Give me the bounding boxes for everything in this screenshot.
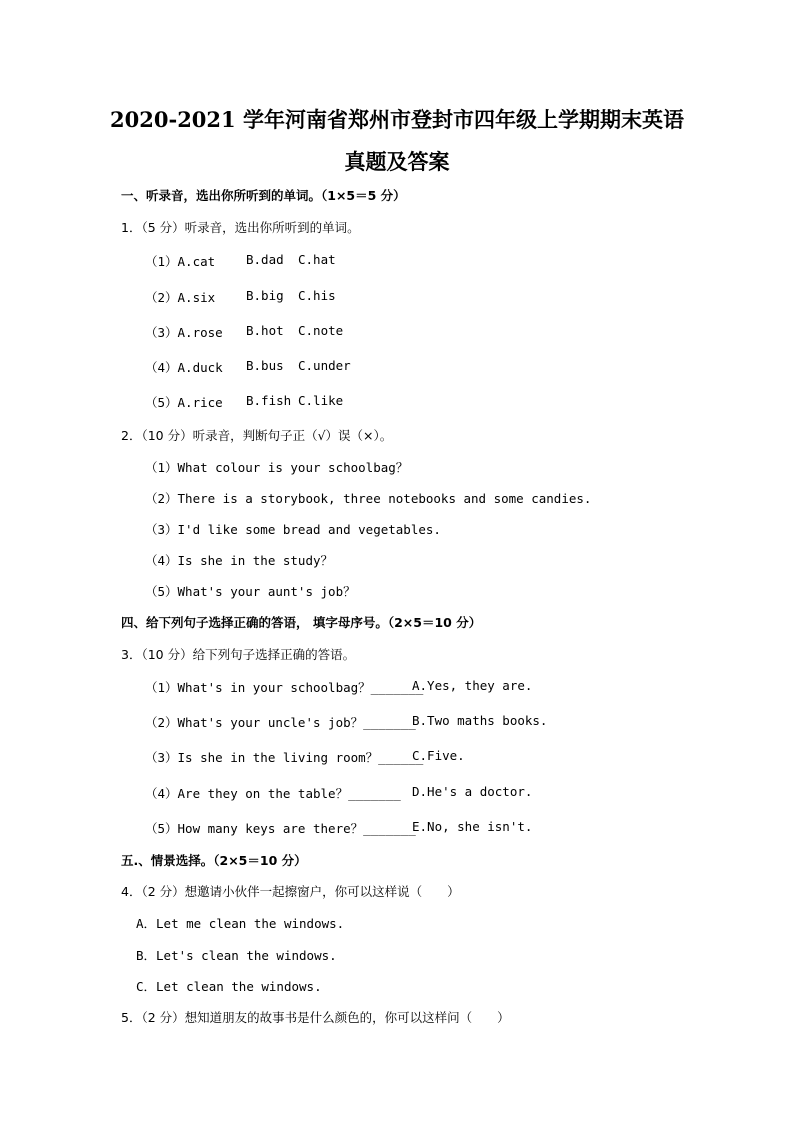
- q3-item2-question: （2）What's your uncle's job？_______: [145, 715, 416, 730]
- question2-stem: 2．（10 分）听录音，判断句子正（√）误（×）。: [121, 428, 393, 443]
- q3-item5-question: （5）How many keys are there？_______: [145, 821, 416, 836]
- q3-item1-question: （1）What's in your schoolbag？_______: [145, 680, 424, 695]
- q2-item5: （5）What's your aunt's job？: [145, 584, 356, 599]
- q1-item5-b: B.fish: [246, 393, 292, 408]
- q1-item4-b: B.bus: [246, 358, 284, 373]
- q1-item3-a: （3）A.rose: [145, 325, 223, 340]
- question5-stem: 5．（2 分）想知道朋友的故事书是什么颜色的，你可以这样问（ ）: [121, 1010, 510, 1025]
- q1-item3-b: B.hot: [246, 323, 284, 338]
- exam-title-line2: 真题及答案: [344, 149, 450, 174]
- question1-stem: 1．（5 分）听录音，选出你所听到的单词。: [121, 220, 360, 235]
- q1-item5-c: C.like: [298, 393, 344, 408]
- q1-item1-c: C.hat: [298, 252, 336, 267]
- q1-item2-a: （2）A.six: [145, 290, 216, 305]
- question4-stem: 4．（2 分）想邀请小伙伴一起擦窗户，你可以这样说（ ）: [121, 884, 460, 899]
- q3-item4-question: （4）Are they on the table？_______: [145, 786, 401, 801]
- q1-item3-c: C.note: [298, 323, 344, 338]
- q3-item3-question: （3）Is she in the living room？______: [145, 750, 424, 765]
- q1-item2-b: B.big: [246, 288, 284, 303]
- q2-item4: （4）Is she in the study？: [145, 553, 334, 568]
- q2-item1: （1）What colour is your schoolbag？: [145, 460, 409, 475]
- section1-heading: 一、听录音，选出你所听到的单词。（1×5＝5 分）: [121, 188, 406, 203]
- q1-item4-a: （4）A.duck: [145, 360, 223, 375]
- q3-item4-answer: D.He's a doctor.: [412, 784, 533, 799]
- section5-heading: 五.、情景选择。（2×5＝10 分）: [121, 853, 307, 868]
- q4-option-b: B．Let's clean the windows.: [136, 948, 337, 963]
- question3-stem: 3．（10 分）给下列句子选择正确的答语。: [121, 647, 356, 662]
- section4-heading: 四、给下列句子选择正确的答语， 填字母序号。（2×5＝10 分）: [121, 615, 482, 630]
- q2-item3: （3）I'd like some bread and vegetables.: [145, 522, 441, 537]
- q4-option-a: A．Let me clean the windows.: [136, 916, 345, 931]
- q4-option-c: C．Let clean the windows.: [136, 979, 322, 994]
- q1-item2-c: C.his: [298, 288, 336, 303]
- q2-item2: （2）There is a storybook, three notebooks and some candies.: [145, 491, 592, 506]
- q3-item1-answer: A.Yes, they are.: [412, 678, 533, 693]
- q1-item1-a: （1）A.cat: [145, 254, 216, 269]
- q1-item1-b: B.dad: [246, 252, 284, 267]
- q3-item2-answer: B.Two maths books.: [412, 713, 548, 728]
- q3-item3-answer: C.Five.: [412, 748, 465, 763]
- q3-item5-answer: E.No, she isn't.: [412, 819, 533, 834]
- q1-item4-c: C.under: [298, 358, 351, 373]
- q1-item5-a: （5）A.rice: [145, 395, 223, 410]
- exam-title-line1: 2020-2021 学年河南省郑州市登封市四年级上学期期末英语: [110, 107, 684, 132]
